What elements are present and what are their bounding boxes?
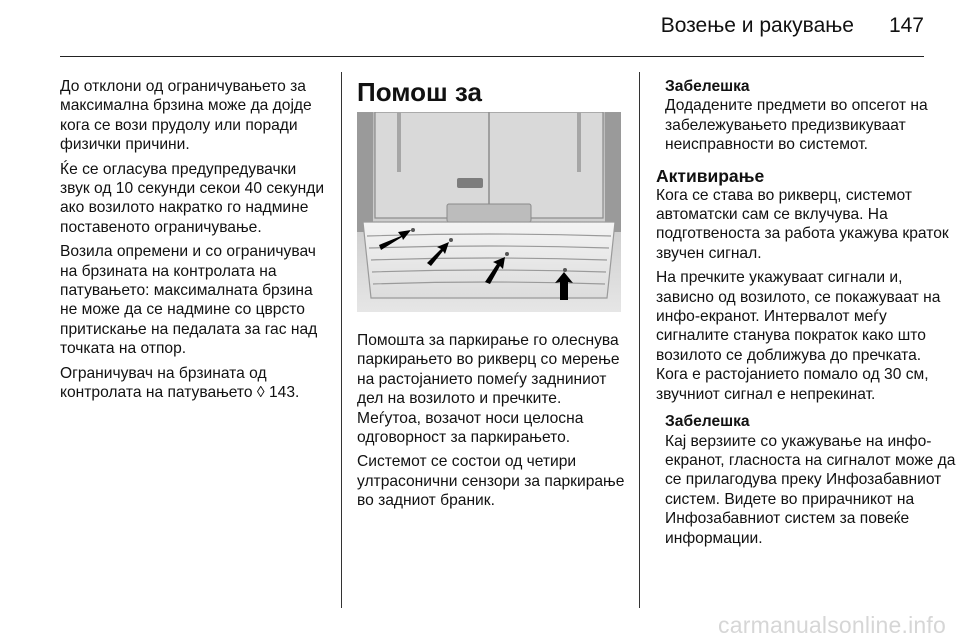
reference-arrow-icon: ◊ [256, 384, 265, 402]
column-left [60, 77, 330, 408]
page-number: 147 [888, 14, 924, 37]
note-label: Забелешка [665, 78, 750, 95]
header-title: Возење и ракување [660, 14, 854, 37]
paragraph: На пречките укажуваат сигнали и, зависно од возилото, се покажуваат на инфо-екранот. Интервалот меѓу сигналите станува пократок како што возилото се доближува до пречката. Кога е растојанието помало од 30 см, звучниот сигнал е непрекинат. [656, 269, 941, 403]
paragraph: Возила опремени и со ограничувач на брзината на контролата на патувањето: максималната брзина не може да се надмине со цврсто притискање на педалата за гас над точката на отпор. [60, 243, 318, 358]
column-divider-2 [639, 72, 640, 608]
paragraph: Кога се става во рикверц, системот автоматски сам се вклучува. На подготвеноста за работа укажува краток звучен сигнал. [656, 186, 949, 262]
note-block [656, 412, 956, 548]
note-label: Забелешка [665, 413, 750, 431]
page-header [0, 0, 960, 58]
cross-reference[interactable] [60, 364, 330, 403]
note-block [656, 77, 956, 155]
note-text: Кај верзиите со укажување на инфо-екранот, гласноста на сигналот може да се прилагодува преку Инфозабавниот систем. Видете во прирачникот на Инфозабавниот систем за повеќе информации. [665, 432, 956, 547]
rear-bumper-sensors-image [357, 112, 621, 312]
subsection-title: Активирање [656, 165, 765, 186]
column-divider-1 [341, 72, 342, 608]
note-text: Додадените предмети во опсегот на забележувањето предизвикуваат неисправности во системот. [665, 97, 928, 154]
paragraph: Системот се состои од четири ултрасонични сензори за паркирање во задниот браник. [357, 453, 625, 510]
watermark: carmanualsonline.info [718, 612, 946, 638]
paragraph: До отклони од ограничувањето за максимална брзина може да дојде кога се вози прудолу или поради физички причини. [60, 78, 312, 154]
column-middle-body [357, 331, 629, 516]
reference-text: Ограничувач на брзината од контролата на патувањето [60, 364, 267, 402]
section-title: Помош за [357, 77, 482, 107]
header-rule [60, 56, 924, 57]
paragraph: Помошта за паркирање го олеснува паркирањето во рикверц со мерење на растојанието помеѓу задниниот дел на возилото и пречките. Меѓутоа, возачот носи целосна одговорност за паркирањето. [357, 332, 620, 447]
column-right [656, 77, 956, 553]
reference-page[interactable]: 143. [268, 384, 300, 402]
paragraph: Ќе се огласува предупредувачки звук од 10 секунди секои 40 секунди ако возилото накратко го надмине поставеното ограничување. [60, 160, 325, 236]
